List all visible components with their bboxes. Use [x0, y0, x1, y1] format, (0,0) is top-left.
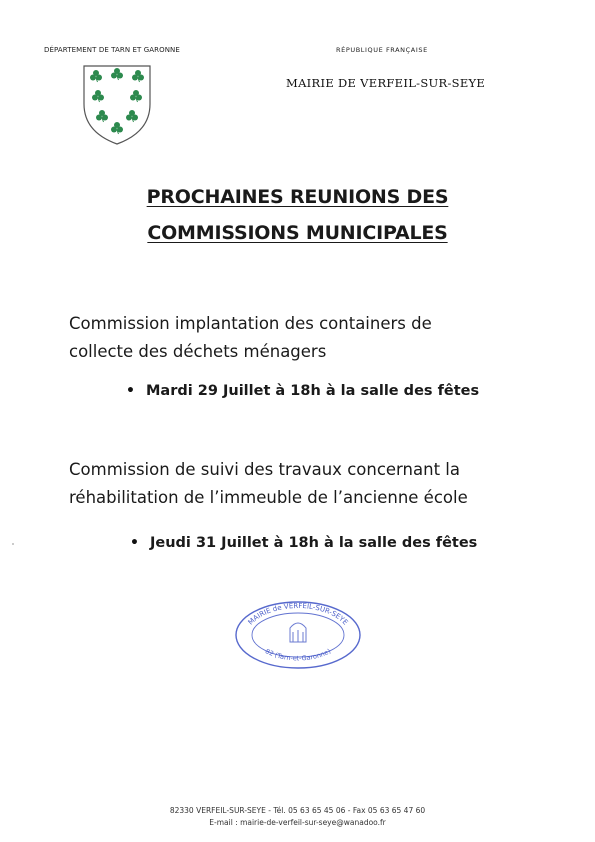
republique-label: RÉPUBLIQUE FRANÇAISE: [336, 46, 428, 54]
clover-leaf-icon: [126, 115, 132, 121]
commission-2-meeting: Jeudi 31 Juillet à 18h à la salle des fêtes: [150, 535, 478, 551]
commission-2-line-2: réhabilitation de l’immeuble de l’ancienne école: [69, 488, 468, 507]
clover-leaf-icon: [111, 127, 117, 133]
bullet-icon: •: [130, 535, 139, 551]
page-title-line-2: COMMISSIONS MUNICIPALES: [147, 222, 448, 244]
clover-leaf-icon: [130, 95, 136, 101]
clover-leaf-icon: [90, 75, 96, 81]
clover-leaf-icon: [111, 73, 117, 79]
mairie-label: MAIRIE DE VERFEIL-SUR-SEYE: [286, 76, 486, 90]
official-stamp-icon: [232, 598, 364, 672]
clover-leaf-icon: [132, 75, 138, 81]
bullet-icon: •: [126, 383, 135, 399]
commission-1-description: [69, 310, 549, 366]
commission-1-meeting: Mardi 29 Juillet à 18h à la salle des fêtes: [146, 383, 480, 399]
commission-1-line-1: Commission implantation des containers de: [69, 314, 432, 333]
footer-email: E-mail : mairie-de-verfeil-sur-seye@wanadoo.fr: [209, 818, 386, 827]
coat-of-arms-icon: [80, 62, 154, 146]
stamp-bottom-text: 82 (Tarn-et-Garonne): [263, 647, 333, 663]
page-title-line-1: PROCHAINES REUNIONS DES: [146, 186, 449, 208]
stamp-top-text: MAIRIE de VERFEIL-SUR-SEYE: [246, 601, 350, 627]
scan-speck: [12, 543, 14, 545]
clover-leaf-icon: [96, 115, 102, 121]
commission-2-description: [69, 456, 549, 512]
commission-2-line-1: Commission de suivi des travaux concernant la: [69, 460, 460, 479]
clover-leaf-icon: [92, 95, 98, 101]
svg-text:82 (Tarn-et-Garonne): [264, 647, 332, 662]
department-label: DÉPARTEMENT DE TARN ET GARONNE: [44, 46, 180, 54]
commission-1-line-2: collecte des déchets ménagers: [69, 342, 327, 361]
footer-address: 82330 VERFEIL-SUR-SEYE - Tél. 05 63 65 45 06 - Fax 05 63 65 47 60: [169, 806, 426, 815]
